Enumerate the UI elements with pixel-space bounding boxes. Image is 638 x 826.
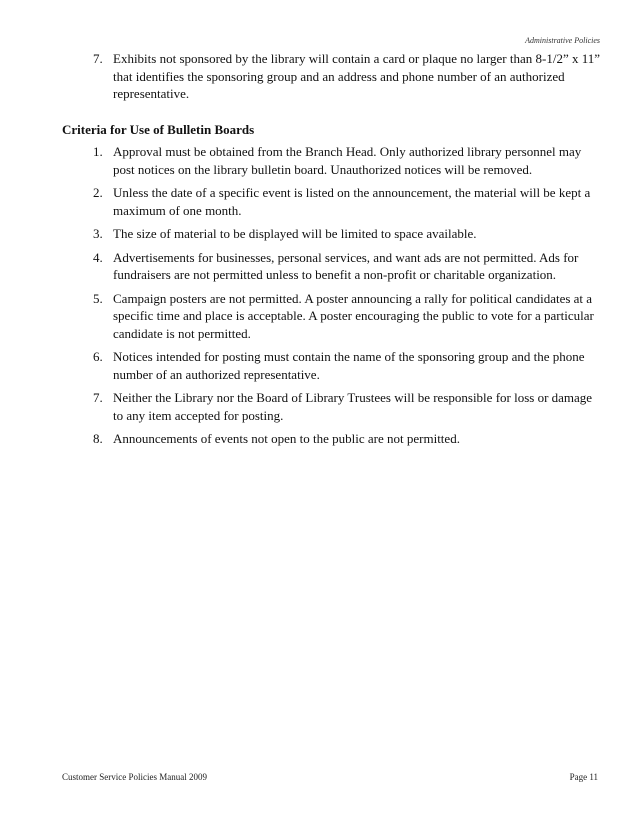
list-item (0, 430, 638, 448)
bulletin-board-criteria-list (0, 143, 638, 454)
item-text: Campaign posters are not permitted. A poster announcing a rally for political candidates at a specific time and place is acceptable. A poster encouraging the public to vote for a particular candidate is not permitted. (113, 290, 594, 341)
list-item (0, 143, 638, 178)
item-text: The size of material to be displayed will be limited to space available. (113, 226, 477, 241)
item-text: Exhibits not sponsored by the library will contain a card or plaque no larger than 8-1/2” x 11” that identifies the sponsoring group and an address and phone number of an authorized representative. (113, 51, 601, 101)
item-number: 7. (93, 51, 103, 66)
item-number: 8. (93, 431, 103, 446)
list-item (0, 50, 638, 103)
list-item (0, 184, 638, 219)
list-item (0, 225, 638, 243)
item-text: Unless the date of a specific event is listed on the announcement, the material will be kept a maximum of one month. (113, 185, 591, 218)
item-text: Neither the Library nor the Board of Library Trustees will be responsible for loss or damage to any item accepted for posting. (113, 390, 593, 423)
footer-page-number: Page 11 (569, 772, 598, 782)
item-number: 7. (93, 390, 103, 405)
continued-list (0, 50, 638, 109)
item-number: 2. (93, 185, 103, 200)
section-heading: Criteria for Use of Bulletin Boards (62, 122, 255, 137)
item-number: 5. (93, 290, 103, 306)
list-item (0, 389, 638, 424)
item-number: 1. (93, 144, 103, 159)
list-item (0, 249, 638, 284)
item-text: Notices intended for posting must contain the name of the sponsoring group and the phone number of an authorized representative. (113, 349, 585, 382)
list-item (0, 348, 638, 383)
footer-manual-title: Customer Service Policies Manual 2009 (62, 772, 207, 782)
item-number: 3. (93, 226, 103, 241)
item-text: Advertisements for businesses, personal services, and want ads are not permitted. Ads for fundraisers are not permitted unless to benefit a non-profit or charitable organization. (113, 249, 579, 282)
item-number: 6. (93, 349, 103, 364)
item-number: 4. (93, 249, 103, 265)
running-header: Administrative Policies (525, 36, 600, 45)
list-item (0, 290, 638, 343)
item-text: Approval must be obtained from the Branch Head. Only authorized library personnel may post notices on the library bulletin board. Unauthorized notices will be removed. (113, 144, 582, 177)
item-text: Announcements of events not open to the public are not permitted. (113, 431, 460, 446)
